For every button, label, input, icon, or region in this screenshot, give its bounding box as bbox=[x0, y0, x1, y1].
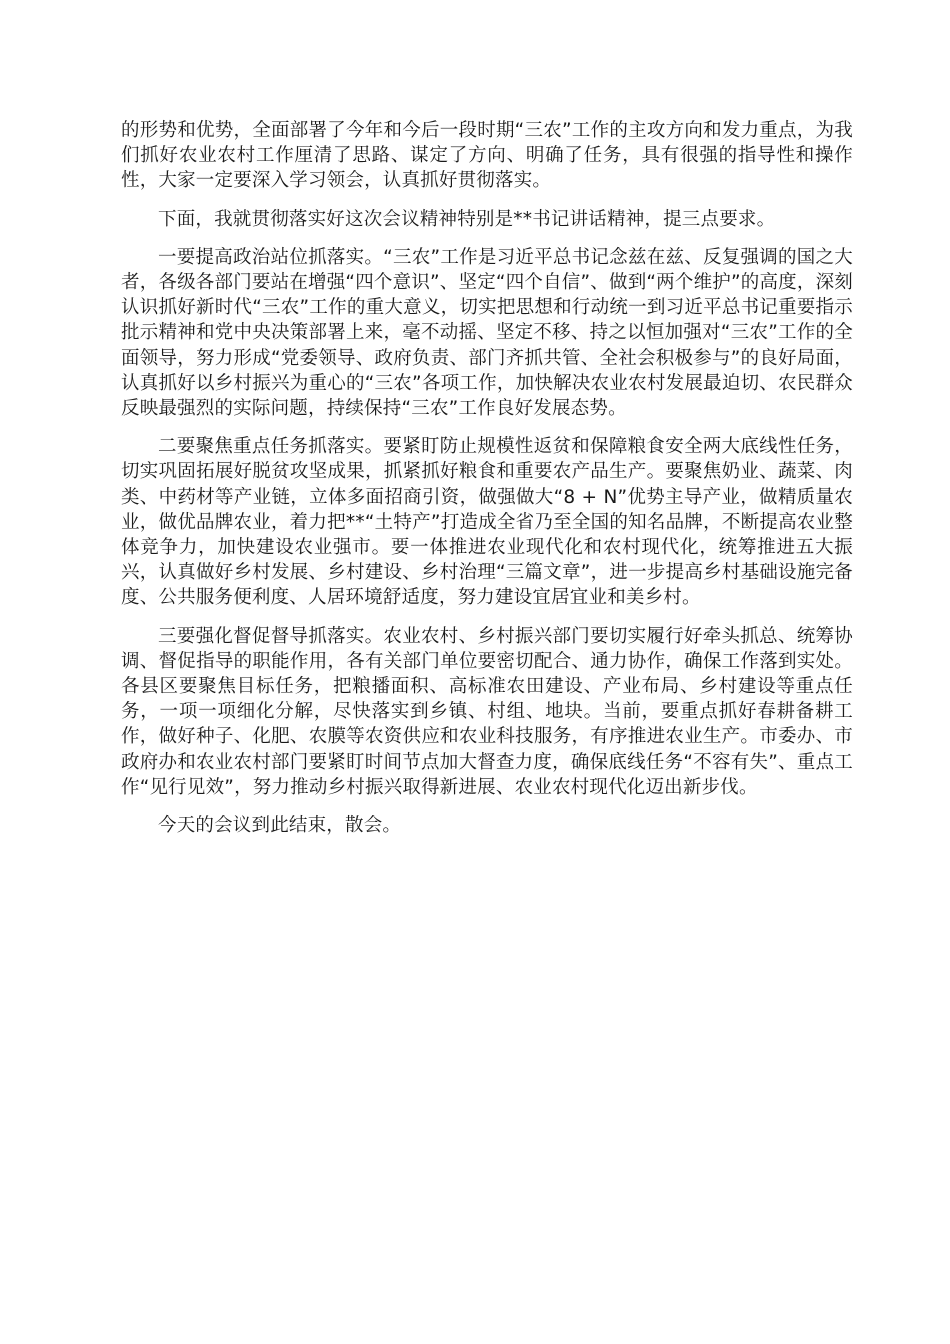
paragraph-requirement-three: 三要强化督促督导抓落实。农业农村、乡村振兴部门要切实履行好牵头抓总、统筹协调、督促指导的职能作用，各有关部门单位要密切配合、通力协作，确保工作落到实处。各县区要聚焦目标任务，把粮播面积、高标准农田建设、产业布局、乡村建设等重点任务，一项一项细化分解，尽快落实到乡镇、村组、地块。当前，要重点抓好春耕备耕工作，做好种子、化肥、农膜等农资供应和农业科技服务，有序推进农业生产。市委办、市政府办和农业农村部门要紧盯时间节点加大督查力度，确保底线任务“不容有失”、重点工作“见行见效”，努力推动乡村振兴取得新进展、农业农村现代化迈出新步伐。 bbox=[121, 625, 853, 798]
paragraph-intro-requirements: 下面，我就贯彻落实好这次会议精神特别是**书记讲话精神，提三点要求。 bbox=[158, 208, 776, 230]
paragraph-closing: 今天的会议到此结束，散会。 bbox=[158, 815, 402, 837]
paragraph-continuation: 的形势和优势，全面部署了今年和今后一段时期“三农”工作的主攻方向和发力重点，为我们抓好农业农村工作厘清了思路、谋定了方向、明确了任务，具有很强的指导性和操作性，大家一定要深入学习领会，认真抓好贯彻落实。 bbox=[121, 120, 853, 192]
paragraph-requirement-two: 二要聚焦重点任务抓落实。要紧盯防止规模性返贫和保障粮食安全两大底线性任务，切实巩固拓展好脱贫攻坚成果，抓紧抓好粮食和重要农产品生产。要聚焦奶业、蔬菜、肉类、中药材等产业链，立体多面招商引资，做强做大“8 + N”优势主导产业，做精质量农业，做优品牌农业，着力把**“土特产”打造成全省乃至全国的知名品牌，不断提高农业整体竞争力，加快建设农业强市。要一体推进农业现代化和农村现代化，统筹推进五大振兴，认真做好乡村发展、乡村建设、乡村治理“三篇文章”，进一步提高乡村基础设施完备度、公共服务便利度、人居环境舒适度，努力建设宜居宜业和美乡村。 bbox=[121, 436, 853, 609]
paragraph-requirement-one: 一要提高政治站位抓落实。“三农”工作是习近平总书记念兹在兹、反复强调的国之大者，各级各部门要站在增强“四个意识”、坚定“四个自信”、做到“两个维护”的高度，深刻认识抓好新时代“三农”工作的重大意义，切实把思想和行动统一到习近平总书记重要指示批示精神和党中央决策部署上来，毫不动摇、坚定不移、持之以恒加强对“三农”工作的全面领导，努力形成“党委领导、政府负责、部门齐抓共管、全社会积极参与”的良好局面，认真抓好以乡村振兴为重心的“三农”各项工作，加快解决农业农村发展最迫切、农民群众反映最强烈的实际问题，持续保持“三农”工作良好发展态势。 bbox=[121, 246, 853, 420]
document-body bbox=[121, 118, 853, 851]
